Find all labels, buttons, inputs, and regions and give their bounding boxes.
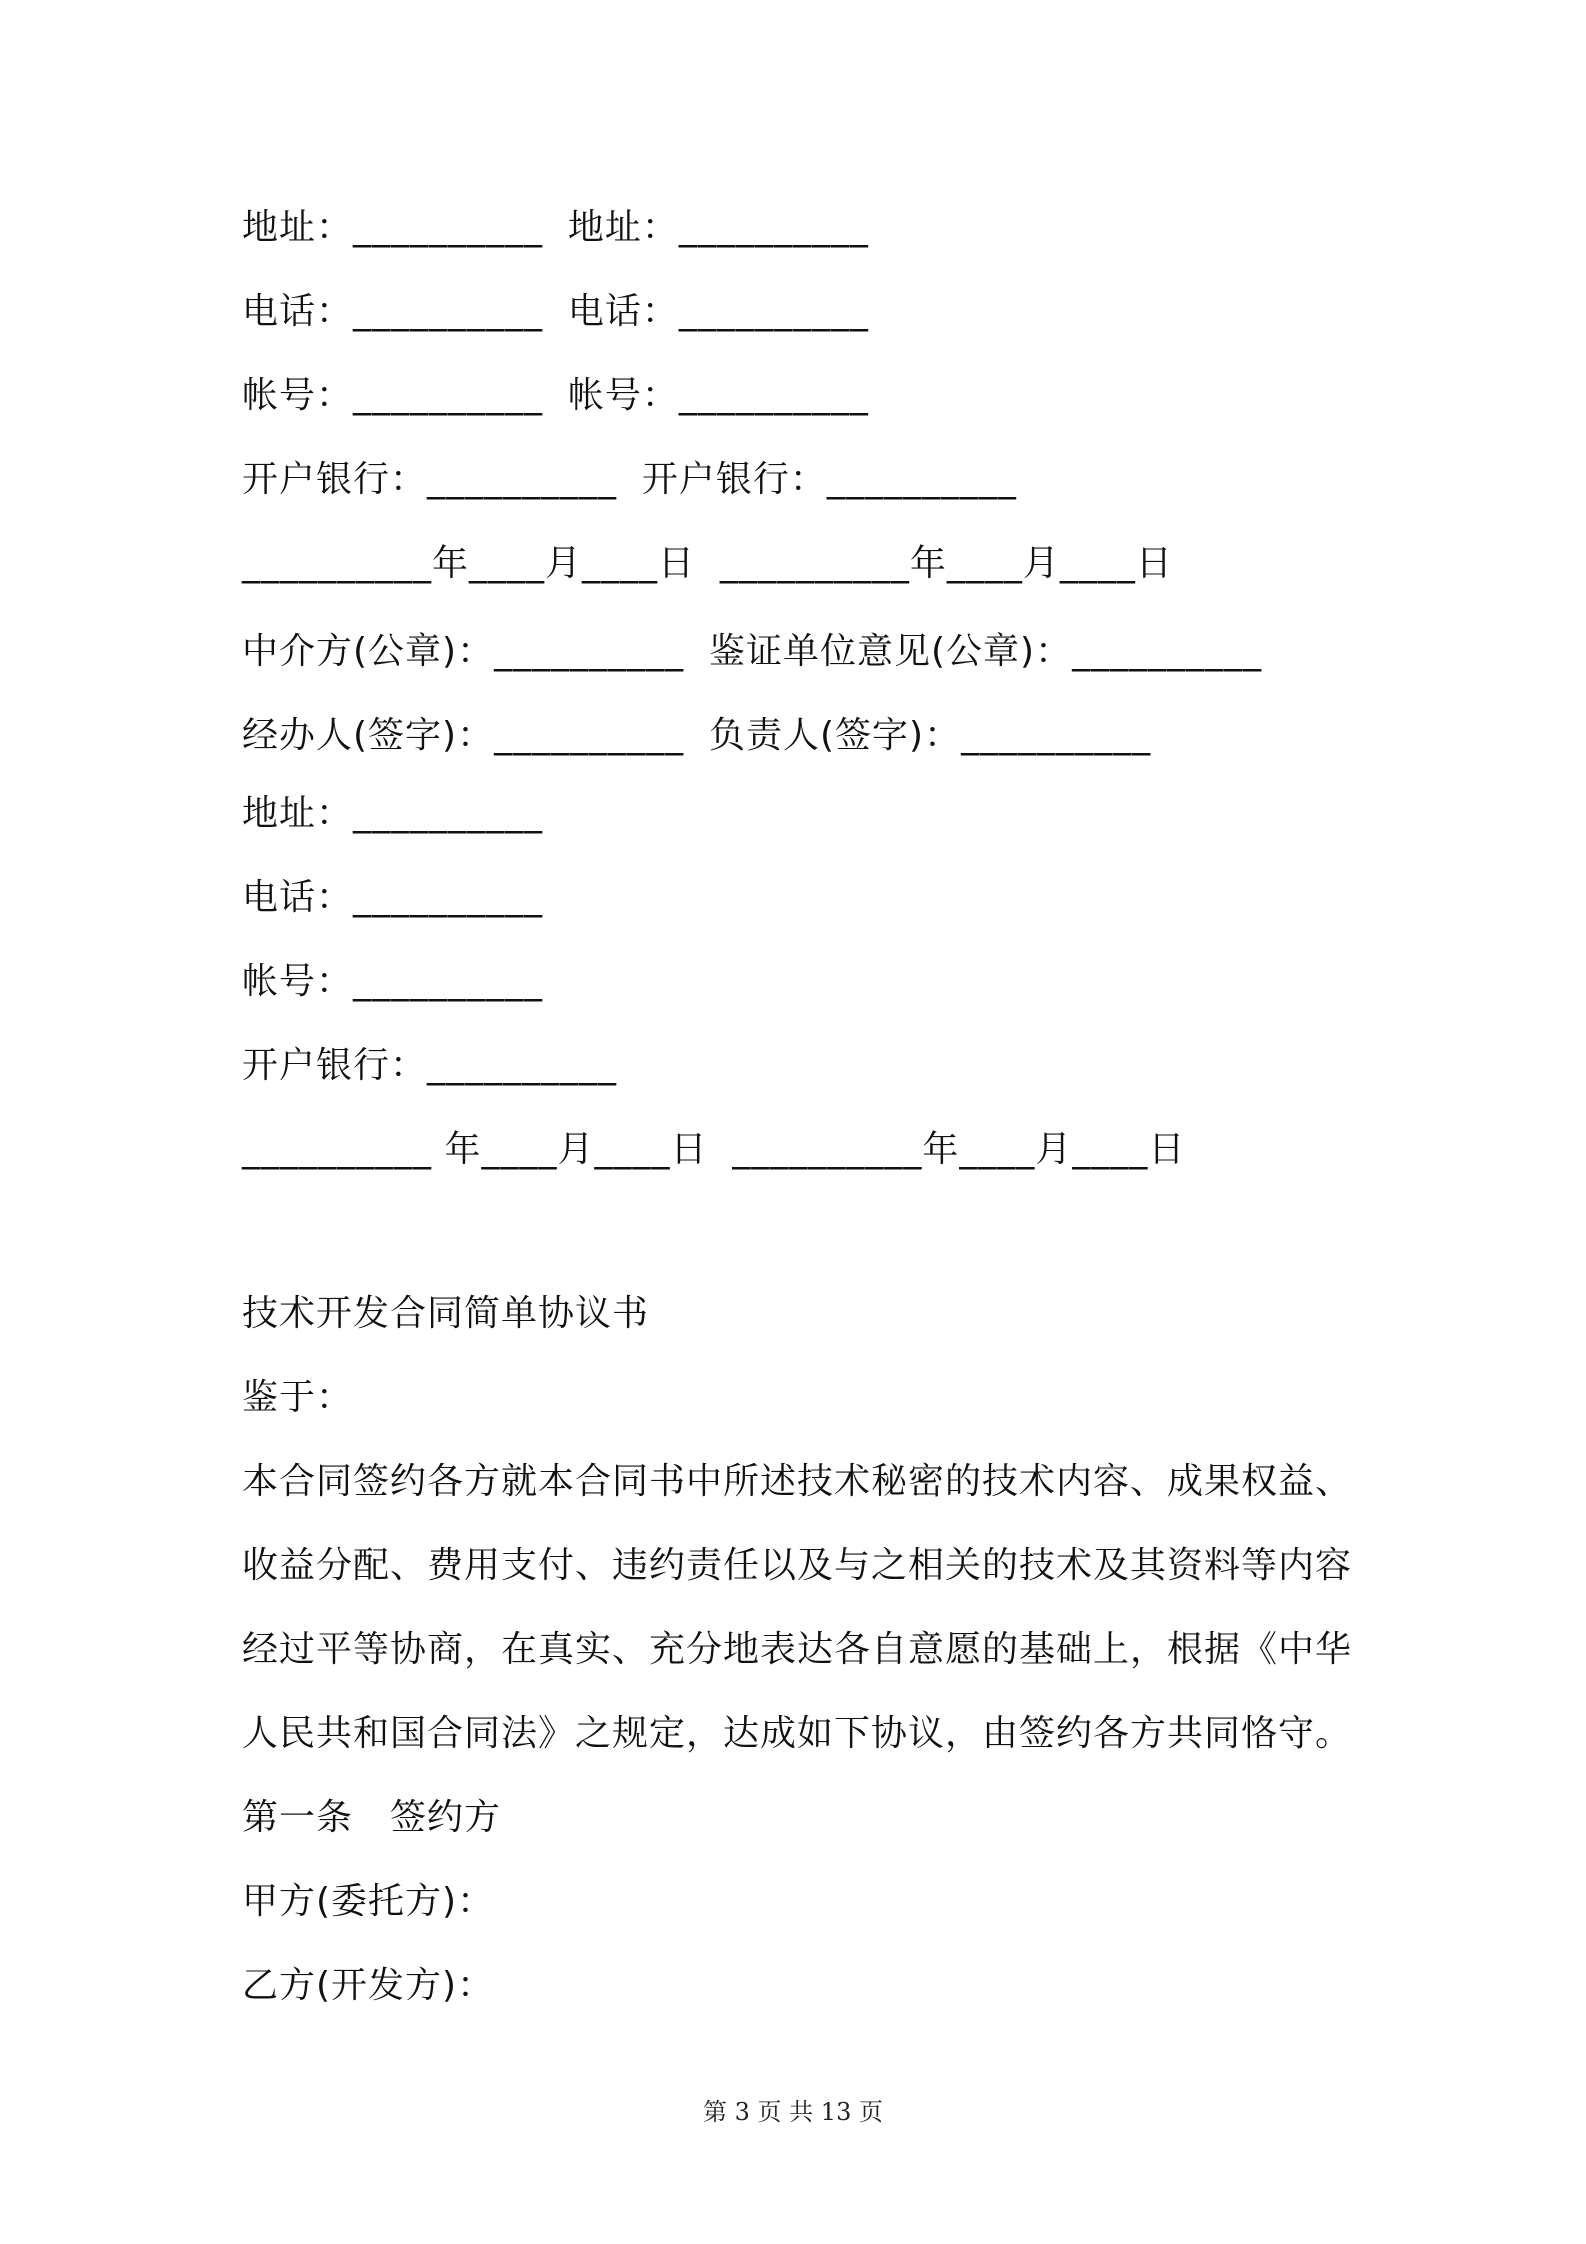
- agreement-title: 技术开发合同简单协议书: [242, 1293, 650, 1334]
- preamble-line-3: 经过平等协商，在真实、充分地表达各自意愿的基础上，根据《中华: [242, 1629, 1353, 1670]
- phone-row: 电话：__________ 电话：__________: [242, 291, 869, 332]
- address-row: 地址：__________ 地址：__________: [242, 207, 869, 248]
- preamble-line-4: 人民共和国合同法》之规定，达成如下协议，由签约各方共同恪守。: [242, 1713, 1353, 1754]
- bank-row: 开户银行：__________ 开户银行：__________: [242, 459, 1017, 500]
- party-b-label: 乙方(开发方)：: [242, 1965, 495, 2006]
- intermediary-bank-row: 开户银行：__________: [242, 1045, 618, 1086]
- date-row: __________年____月____日 __________年____月____日: [242, 543, 1173, 584]
- intermediary-phone-row: 电话：__________: [242, 877, 544, 918]
- party-a-label: 甲方(委托方)：: [242, 1881, 495, 1922]
- preamble-line-2: 收益分配、费用支付、违约责任以及与之相关的技术及其资料等内容: [242, 1545, 1353, 1586]
- handler-signature-row: 经办人(签字)：__________ 负责人(签字)：__________: [242, 715, 1152, 756]
- intermediary-date-row: __________ 年____月____日 __________年____月____日: [242, 1129, 1186, 1170]
- page-number: 第 3 页 共 13 页: [703, 2098, 883, 2126]
- preamble-line-1: 本合同签约各方就本合同书中所述技术秘密的技术内容、成果权益、: [242, 1461, 1353, 1502]
- intermediary-seal-row: 中介方(公章)：__________ 鉴证单位意见(公章)：__________: [242, 631, 1263, 672]
- whereas-heading: 鉴于：: [242, 1377, 354, 1418]
- intermediary-account-row: 帐号：__________: [242, 961, 544, 1002]
- intermediary-address-row: 地址：__________: [242, 793, 544, 834]
- account-row: 帐号：__________ 帐号：__________: [242, 375, 869, 416]
- article-1-heading: 第一条 签约方: [242, 1797, 502, 1838]
